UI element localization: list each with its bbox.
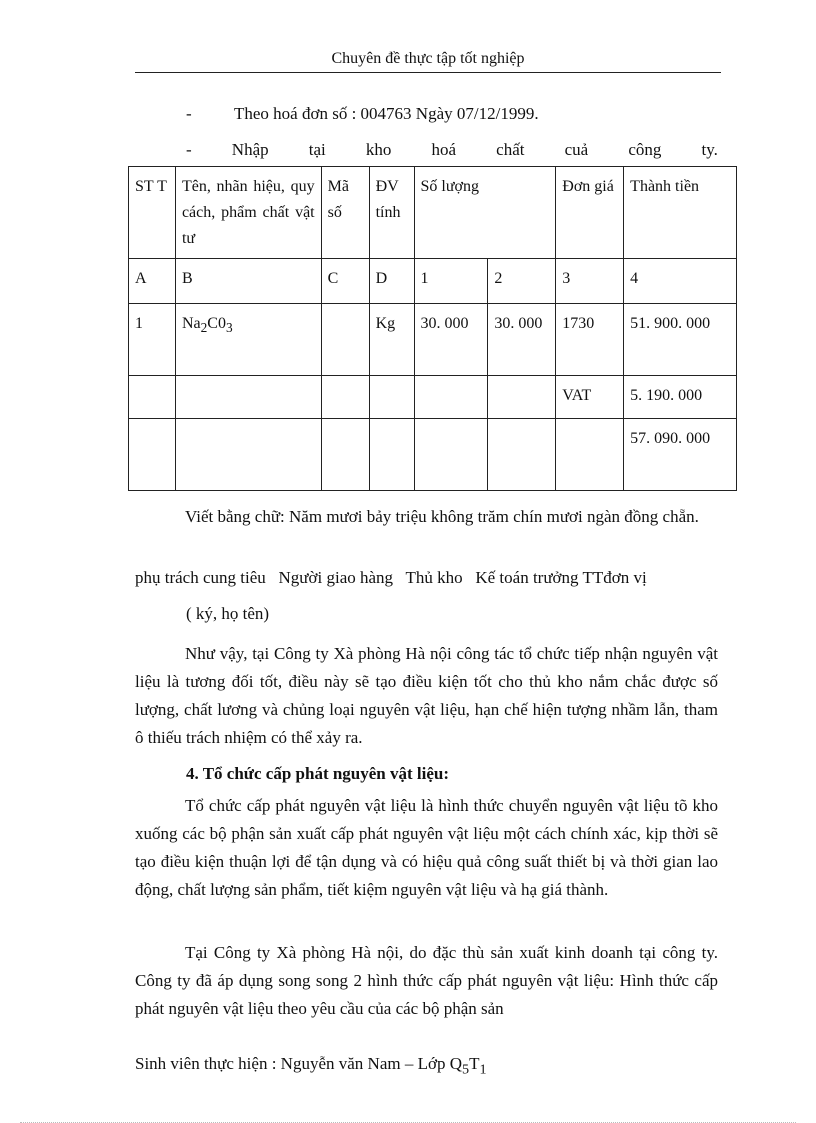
table-cell: 57. 090. 000 [624,419,737,491]
formula-part: C0 [207,315,226,332]
warehouse-word: chất [496,140,525,159]
footer-subscript: 5 [461,1061,470,1078]
table-row [129,419,737,491]
table-cell: B [175,259,321,304]
formula-part: Na [181,315,201,332]
table-cell: 30. 000 [488,304,556,376]
footer-subscript: 1 [479,1061,487,1078]
warehouse-word: công [628,140,662,159]
warehouse-line [186,140,718,160]
table-cell: 1730 [556,304,624,376]
paragraph: Tại Công ty Xà phòng Hà nội, do đặc thù sản xuất kinh doanh tại công ty. Công ty đã áp dụng song song 2 hình thức cấp phát nguyên vật liệu: Hình thức cấp phát nguyên vật liệu theo yêu cầu của các bộ phận sản [135,943,718,1018]
header-cell: Mã số [321,167,369,259]
paragraph: Như vậy, tại Công ty Xà phòng Hà nội công tác tổ chức tiếp nhận nguyên vật liệu là tương đối tốt, điều này sẽ tạo điều kiện tốt cho thủ kho nắm chắc được số lượng, chất lương và chủng loại nguyên vật liệu, hạn chế hiện tượng nhầm lẫn, tham ô thiếu trách nhiệm có thể xảy ra. [135,644,718,747]
amount-in-words: Viết bằng chữ: Năm mươi bảy triệu không trăm chín mươi ngàn đồng chẵn. [185,507,699,526]
table-cell: VAT [556,376,624,419]
table-code-row [129,259,737,304]
page-footer [135,1054,487,1078]
header-cell: Thành tiền [624,167,737,259]
header-cell: ST T [129,167,176,259]
table-cell: A [129,259,176,304]
section-heading: 4. Tổ chức cấp phát nguyên vật liệu: [186,764,450,783]
table-row [129,376,737,419]
paragraph: Tổ chức cấp phát nguyên vật liệu là hình thức chuyển nguyên vật liệu tõ kho xuống các bộ phận sản xuất cấp phát nguyên vật liệu một cách chính xác, kịp thời sẽ tạo điều kiện thuận lợi để tận dụng và có hiệu quả công suất thiết bị và thời gian lao động, chất lượng sản phẩm, tiết kiệm nguyên vật liệu và hạ giá thành. [135,796,718,899]
table-cell: Kg [369,304,414,376]
table-cell: 4 [624,259,737,304]
table-cell: 1 [129,304,176,376]
formula-subscript: 3 [225,320,233,336]
table-cell: 30. 000 [414,304,488,376]
warehouse-word: kho [365,140,392,159]
warehouse-word: tại [308,140,326,159]
warehouse-word: hoá [431,140,457,159]
bullet-dash: - [186,104,192,123]
header-cell: ĐV tính [369,167,414,259]
invoice-line [186,104,539,124]
table-cell: C [321,259,369,304]
bullet-dash: - [186,140,192,159]
signature-note: ( ký, họ tên) [186,604,270,623]
table-cell: 51. 900. 000 [624,304,737,376]
signature-line: phụ trách cung tiêu Người giao hàng Thủ kho Kế toán trưởng TTđơn vị [135,568,647,587]
footer-text: Sinh viên thực hiện : Nguyễn văn Nam – Lớp Q [135,1054,462,1073]
warehouse-word: Nhập [231,140,269,159]
warehouse-word: ty. [701,140,718,159]
header-cell: Tên, nhãn hiệu, quy cách, phẩm chất vật tư [175,167,321,259]
table-cell: 1 [414,259,488,304]
table-cell: D [369,259,414,304]
table-cell: 5. 190. 000 [624,376,737,419]
table-cell: 3 [556,259,624,304]
table-header-row [129,167,737,259]
table-row [129,304,737,376]
material-name-cell [175,304,321,376]
page-header: Chuyên đề thực tập tốt nghiệp [135,50,721,73]
footer-text: T [469,1054,480,1073]
warehouse-word: cuả [564,140,589,159]
invoice-text: Theo hoá đơn số : 004763 Ngày 07/12/1999. [234,104,539,123]
header-cell: Đơn giá [556,167,624,259]
formula-subscript: 2 [200,320,208,336]
receipt-table [128,166,737,491]
table-cell: 2 [488,259,556,304]
table-cell [321,304,369,376]
header-cell: Số lượng [414,167,556,259]
